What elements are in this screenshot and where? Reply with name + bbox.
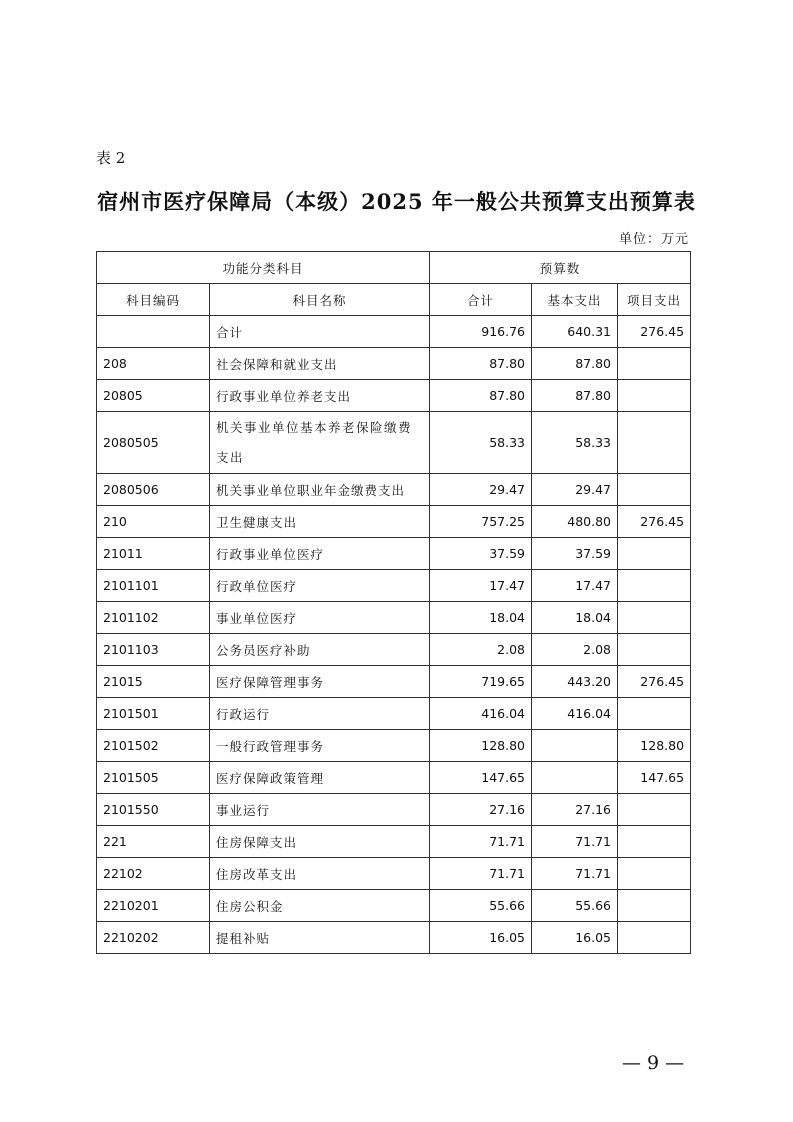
cell-name: 事业单位医疗 [210,602,430,634]
table-row [97,826,691,858]
table-row [97,316,691,348]
cell-project [618,348,691,380]
cell-basic: 416.04 [532,698,618,730]
cell-name: 公务员医疗补助 [210,634,430,666]
cell-name: 提租补贴 [210,922,430,954]
cell-basic: 87.80 [532,380,618,412]
cell-project [618,698,691,730]
table-row [97,348,691,380]
cell-total: 29.47 [430,474,532,506]
cell-name: 住房改革支出 [210,858,430,890]
header-project: 项目支出 [618,284,691,316]
header-budget: 预算数 [430,252,691,284]
table-row [97,474,691,506]
cell-project [618,634,691,666]
cell-total: 757.25 [430,506,532,538]
budget-table [96,251,691,954]
cell-name: 行政事业单位医疗 [210,538,430,570]
cell-project [618,412,691,474]
cell-basic: 17.47 [532,570,618,602]
cell-basic [532,730,618,762]
cell-name: 住房保障支出 [210,826,430,858]
cell-project: 128.80 [618,730,691,762]
cell-code: 2080506 [97,474,210,506]
cell-basic: 2.08 [532,634,618,666]
table-row [97,922,691,954]
cell-basic: 55.66 [532,890,618,922]
cell-total: 18.04 [430,602,532,634]
cell-name: 合计 [210,316,430,348]
cell-basic: 443.20 [532,666,618,698]
cell-project: 276.45 [618,506,691,538]
unit-label: 单位：万元 [618,232,689,247]
cell-name: 医疗保障政策管理 [210,762,430,794]
cell-total: 128.80 [430,730,532,762]
cell-basic: 16.05 [532,922,618,954]
cell-total: 87.80 [430,380,532,412]
cell-total: 16.05 [430,922,532,954]
cell-project [618,826,691,858]
header-total: 合计 [430,284,532,316]
cell-project [618,380,691,412]
header-code: 科目编码 [97,284,210,316]
cell-name: 卫生健康支出 [210,506,430,538]
table-row [97,602,691,634]
cell-code: 2101103 [97,634,210,666]
cell-name: 行政事业单位养老支出 [210,380,430,412]
cell-code: 2210202 [97,922,210,954]
cell-code: 2101550 [97,794,210,826]
cell-basic: 87.80 [532,348,618,380]
cell-basic: 480.80 [532,506,618,538]
header-row-group [97,252,691,284]
cell-basic: 71.71 [532,826,618,858]
table-row [97,730,691,762]
cell-basic: 37.59 [532,538,618,570]
cell-name: 机关事业单位职业年金缴费支出 [210,474,430,506]
cell-project [618,474,691,506]
table-row [97,794,691,826]
cell-total: 27.16 [430,794,532,826]
cell-total: 416.04 [430,698,532,730]
cell-project [618,890,691,922]
cell-total: 55.66 [430,890,532,922]
cell-name: 社会保障和就业支出 [210,348,430,380]
cell-name: 住房公积金 [210,890,430,922]
cell-project: 276.45 [618,666,691,698]
cell-total: 37.59 [430,538,532,570]
cell-code: 210 [97,506,210,538]
cell-total: 147.65 [430,762,532,794]
document-title: 宿州市医疗保障局（本级）2025 年一般公共预算支出预算表 [97,189,696,214]
table-label: 表 2 [96,149,126,167]
cell-code: 208 [97,348,210,380]
cell-code: 22102 [97,858,210,890]
cell-name: 一般行政管理事务 [210,730,430,762]
cell-total: 17.47 [430,570,532,602]
cell-project: 147.65 [618,762,691,794]
cell-name: 医疗保障管理事务 [210,666,430,698]
cell-project [618,570,691,602]
table-row [97,890,691,922]
cell-total: 2.08 [430,634,532,666]
cell-basic: 18.04 [532,602,618,634]
cell-name: 行政单位医疗 [210,570,430,602]
cell-total: 916.76 [430,316,532,348]
cell-project [618,794,691,826]
cell-total: 71.71 [430,826,532,858]
cell-project [618,922,691,954]
cell-code [97,316,210,348]
table-row [97,506,691,538]
header-basic: 基本支出 [532,284,618,316]
table-row [97,698,691,730]
cell-code: 2101101 [97,570,210,602]
table-row [97,858,691,890]
cell-code: 21015 [97,666,210,698]
cell-code: 2101102 [97,602,210,634]
cell-total: 58.33 [430,412,532,474]
cell-name: 行政运行 [210,698,430,730]
cell-project [618,602,691,634]
table-row [97,762,691,794]
table-row [97,666,691,698]
cell-basic: 640.31 [532,316,618,348]
cell-code: 2210201 [97,890,210,922]
table-row [97,570,691,602]
cell-project: 276.45 [618,316,691,348]
cell-name: 事业运行 [210,794,430,826]
header-row-columns [97,284,691,316]
cell-total: 71.71 [430,858,532,890]
table-row [97,538,691,570]
cell-basic [532,762,618,794]
cell-code: 21011 [97,538,210,570]
cell-project [618,538,691,570]
cell-code: 20805 [97,380,210,412]
cell-basic: 27.16 [532,794,618,826]
cell-code: 2101502 [97,730,210,762]
table-row [97,380,691,412]
cell-project [618,858,691,890]
header-name: 科目名称 [210,284,430,316]
cell-code: 2080505 [97,412,210,474]
cell-name: 机关事业单位基本养老保险缴费支出 [210,412,430,474]
page-number: — 9 — [622,1052,685,1074]
cell-basic: 58.33 [532,412,618,474]
table-row [97,412,691,474]
cell-total: 719.65 [430,666,532,698]
table-row [97,634,691,666]
cell-basic: 71.71 [532,858,618,890]
header-func-category: 功能分类科目 [97,252,430,284]
cell-code: 2101505 [97,762,210,794]
cell-total: 87.80 [430,348,532,380]
cell-code: 221 [97,826,210,858]
cell-code: 2101501 [97,698,210,730]
cell-basic: 29.47 [532,474,618,506]
